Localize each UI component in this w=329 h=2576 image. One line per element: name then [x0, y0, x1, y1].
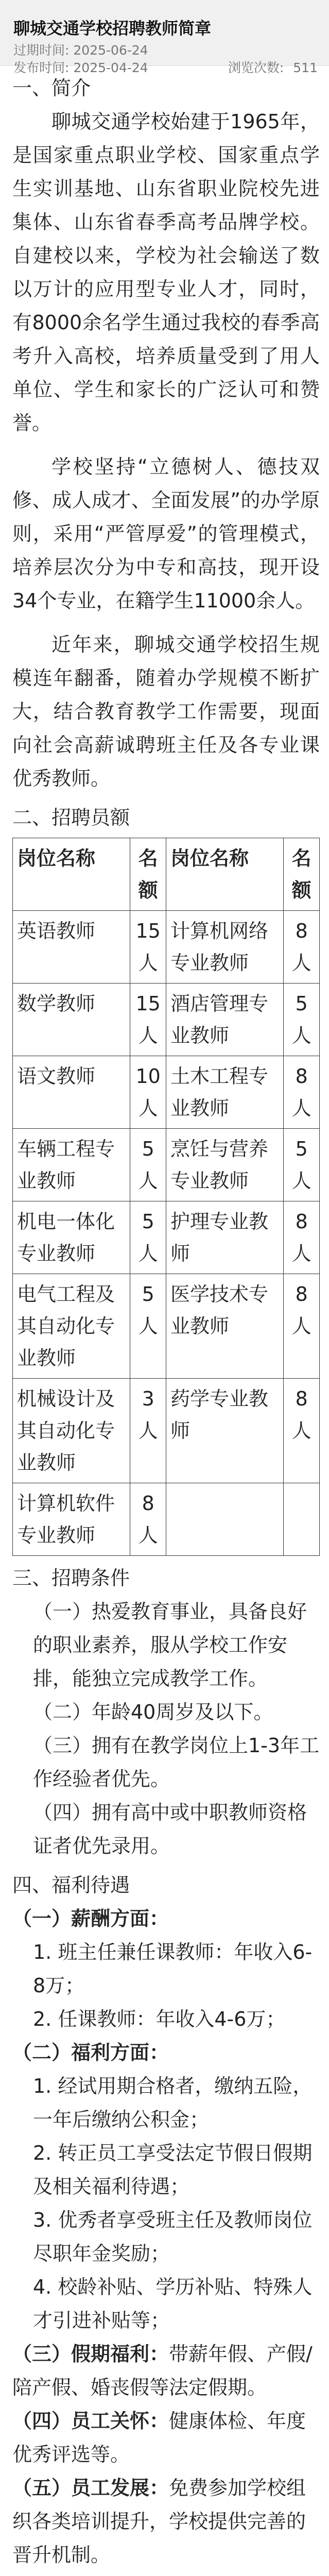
position-count: 8人 [284, 1379, 320, 1483]
welfare-item: 3. 优秀者享受班主任及教师岗位尽职年金奖励； [33, 2209, 313, 2265]
position-count: 15人 [130, 911, 166, 984]
position-count: 8人 [130, 1483, 166, 1556]
expire-row [13, 40, 148, 59]
position-count-empty [284, 1483, 320, 1556]
section-heading-benefits: 四、福利待遇 [12, 1874, 130, 1896]
requirement-item: （一）热爱教育事业，具备良好的职业素养，服从学校工作安排，能独立完成教学工作。 [33, 1600, 307, 1690]
position-count: 3人 [130, 1379, 166, 1483]
position-count: 8人 [284, 911, 320, 984]
col-header-name: 岗位名称 [166, 838, 283, 911]
views-count: 511 [293, 60, 318, 75]
holiday-text: 带薪年假、产假/陪产假、婚丧假等法定假期。 [12, 2343, 313, 2399]
section-heading-positions: 二、招聘员额 [12, 806, 130, 829]
table-row [13, 1201, 320, 1274]
salary-item: 1. 班主任兼任课教师：年收入6-8万； [33, 1941, 313, 1997]
col-header-count: 名额 [284, 838, 320, 911]
position-name: 车辆工程专业教师 [13, 1129, 130, 1201]
requirement-item: （三）拥有在教学岗位上1-3年工作经验者优先。 [33, 1734, 320, 1790]
position-name-empty [166, 1483, 283, 1556]
table-header-row [13, 838, 320, 911]
position-name: 英语教师 [13, 911, 130, 984]
position-name: 计算机网络专业教师 [166, 911, 283, 984]
table-row [13, 911, 320, 984]
position-count: 15人 [130, 984, 166, 1056]
expire-date: 2025-06-24 [73, 43, 148, 58]
col-header-name: 岗位名称 [13, 838, 130, 911]
table-row [13, 1379, 320, 1483]
development-subheading: （五）员工发展： [12, 2477, 169, 2499]
position-count: 8人 [284, 1274, 320, 1379]
position-count: 8人 [284, 1056, 320, 1129]
views-label: 浏览次数: [228, 60, 284, 75]
publish-label: 发布时间: [13, 60, 70, 75]
table-row [13, 1274, 320, 1379]
position-count: 5人 [130, 1201, 166, 1274]
article-body [0, 66, 329, 2576]
position-name: 数学教师 [13, 984, 130, 1056]
position-name: 机电一体化专业教师 [13, 1201, 130, 1274]
table-row [13, 1483, 320, 1556]
position-count: 5人 [284, 1129, 320, 1201]
table-row [13, 1129, 320, 1201]
salary-item: 2. 任课教师：年收入4-6万； [33, 2008, 286, 2030]
expire-label: 过期时间: [13, 43, 70, 58]
welfare-item: 2. 转正员工享受法定节假日假期及相关福利待遇； [33, 2142, 313, 2198]
section-heading-intro: 一、简介 [12, 77, 91, 99]
requirement-item: （二）年龄40周岁及以下。 [33, 1701, 273, 1723]
position-name: 酒店管理专业教师 [166, 984, 283, 1056]
table-row [13, 1056, 320, 1129]
care-subheading: （四）员工关怀： [12, 2410, 169, 2432]
col-header-count: 名额 [130, 838, 166, 911]
salary-subheading: （一）薪酬方面： [12, 1907, 169, 1930]
position-name: 机械设计及其自动化专业教师 [13, 1379, 130, 1483]
position-name: 护理专业教师 [166, 1201, 283, 1274]
position-name: 计算机软件专业教师 [13, 1483, 130, 1556]
care-text: 健康体检、年度优秀评选等。 [12, 2410, 306, 2466]
article-header [0, 0, 329, 75]
position-count: 5人 [130, 1274, 166, 1379]
position-name: 电气工程及其自动化专业教师 [13, 1274, 130, 1379]
position-name: 语文教师 [13, 1056, 130, 1129]
welfare-subheading: （二）福利方面： [12, 2041, 169, 2064]
position-count: 5人 [130, 1129, 166, 1201]
publish-date: 2025-04-24 [73, 60, 148, 75]
position-count: 5人 [284, 984, 320, 1056]
positions-table [12, 838, 320, 1556]
welfare-item: 1. 经试用期合格者，缴纳五险，一年后缴纳公积金； [33, 2075, 313, 2131]
care-benefit [12, 2404, 320, 2471]
development-benefit [12, 2471, 320, 2572]
position-name: 医学技术专业教师 [166, 1274, 283, 1379]
intro-paragraph-1: 聊城交通学校始建于1965年，是国家重点职业学校、国家重点学生实训基地、山东省职业院校先进集体、山东省春季高考品牌学校。自建校以来，学校为社会输送了数以万计的应用型专业人才，同时，有8000余名学生通过我校的春季高考升入高校，培养质量受到了用人单位、学生和家长的广泛认可和赞誉。 [12, 110, 320, 434]
position-count: 10人 [130, 1056, 166, 1129]
welfare-item: 4. 校龄补贴、学历补贴、特殊人才引进补贴等； [33, 2276, 313, 2332]
holiday-benefit [12, 2337, 320, 2404]
intro-paragraph-2: 学校坚持“立德树人、德技双修、成人成才、全面发展”的办学原则，采用“严管厚爱”的管理模式，培养层次分为中专和高技，现开设34个专业，在籍学生11000余人。 [12, 455, 320, 612]
intro-paragraph-3: 近年来，聊城交通学校招生规模连年翻番，随着办学规模不断扩大，结合教育教学工作需要，现面向社会高薪诚聘班主任及各专业课优秀教师。 [12, 633, 320, 790]
page-title: 聊城交通学校招聘教师简章 [13, 19, 212, 38]
position-name: 土木工程专业教师 [166, 1056, 283, 1129]
requirement-item: （四）拥有高中或中职教师资格证者优先录用。 [33, 1801, 307, 1857]
position-name: 烹饪与营养专业教师 [166, 1129, 283, 1201]
development-text: 免费参加学校组织各类培训提升，学校提供完善的晋升机制。 [12, 2477, 306, 2566]
holiday-subheading: （三）假期福利： [12, 2343, 169, 2365]
section-heading-requirements: 三、招聘条件 [12, 1567, 130, 1589]
position-count: 8人 [284, 1201, 320, 1274]
position-name: 药学专业教师 [166, 1379, 283, 1483]
table-row [13, 984, 320, 1056]
